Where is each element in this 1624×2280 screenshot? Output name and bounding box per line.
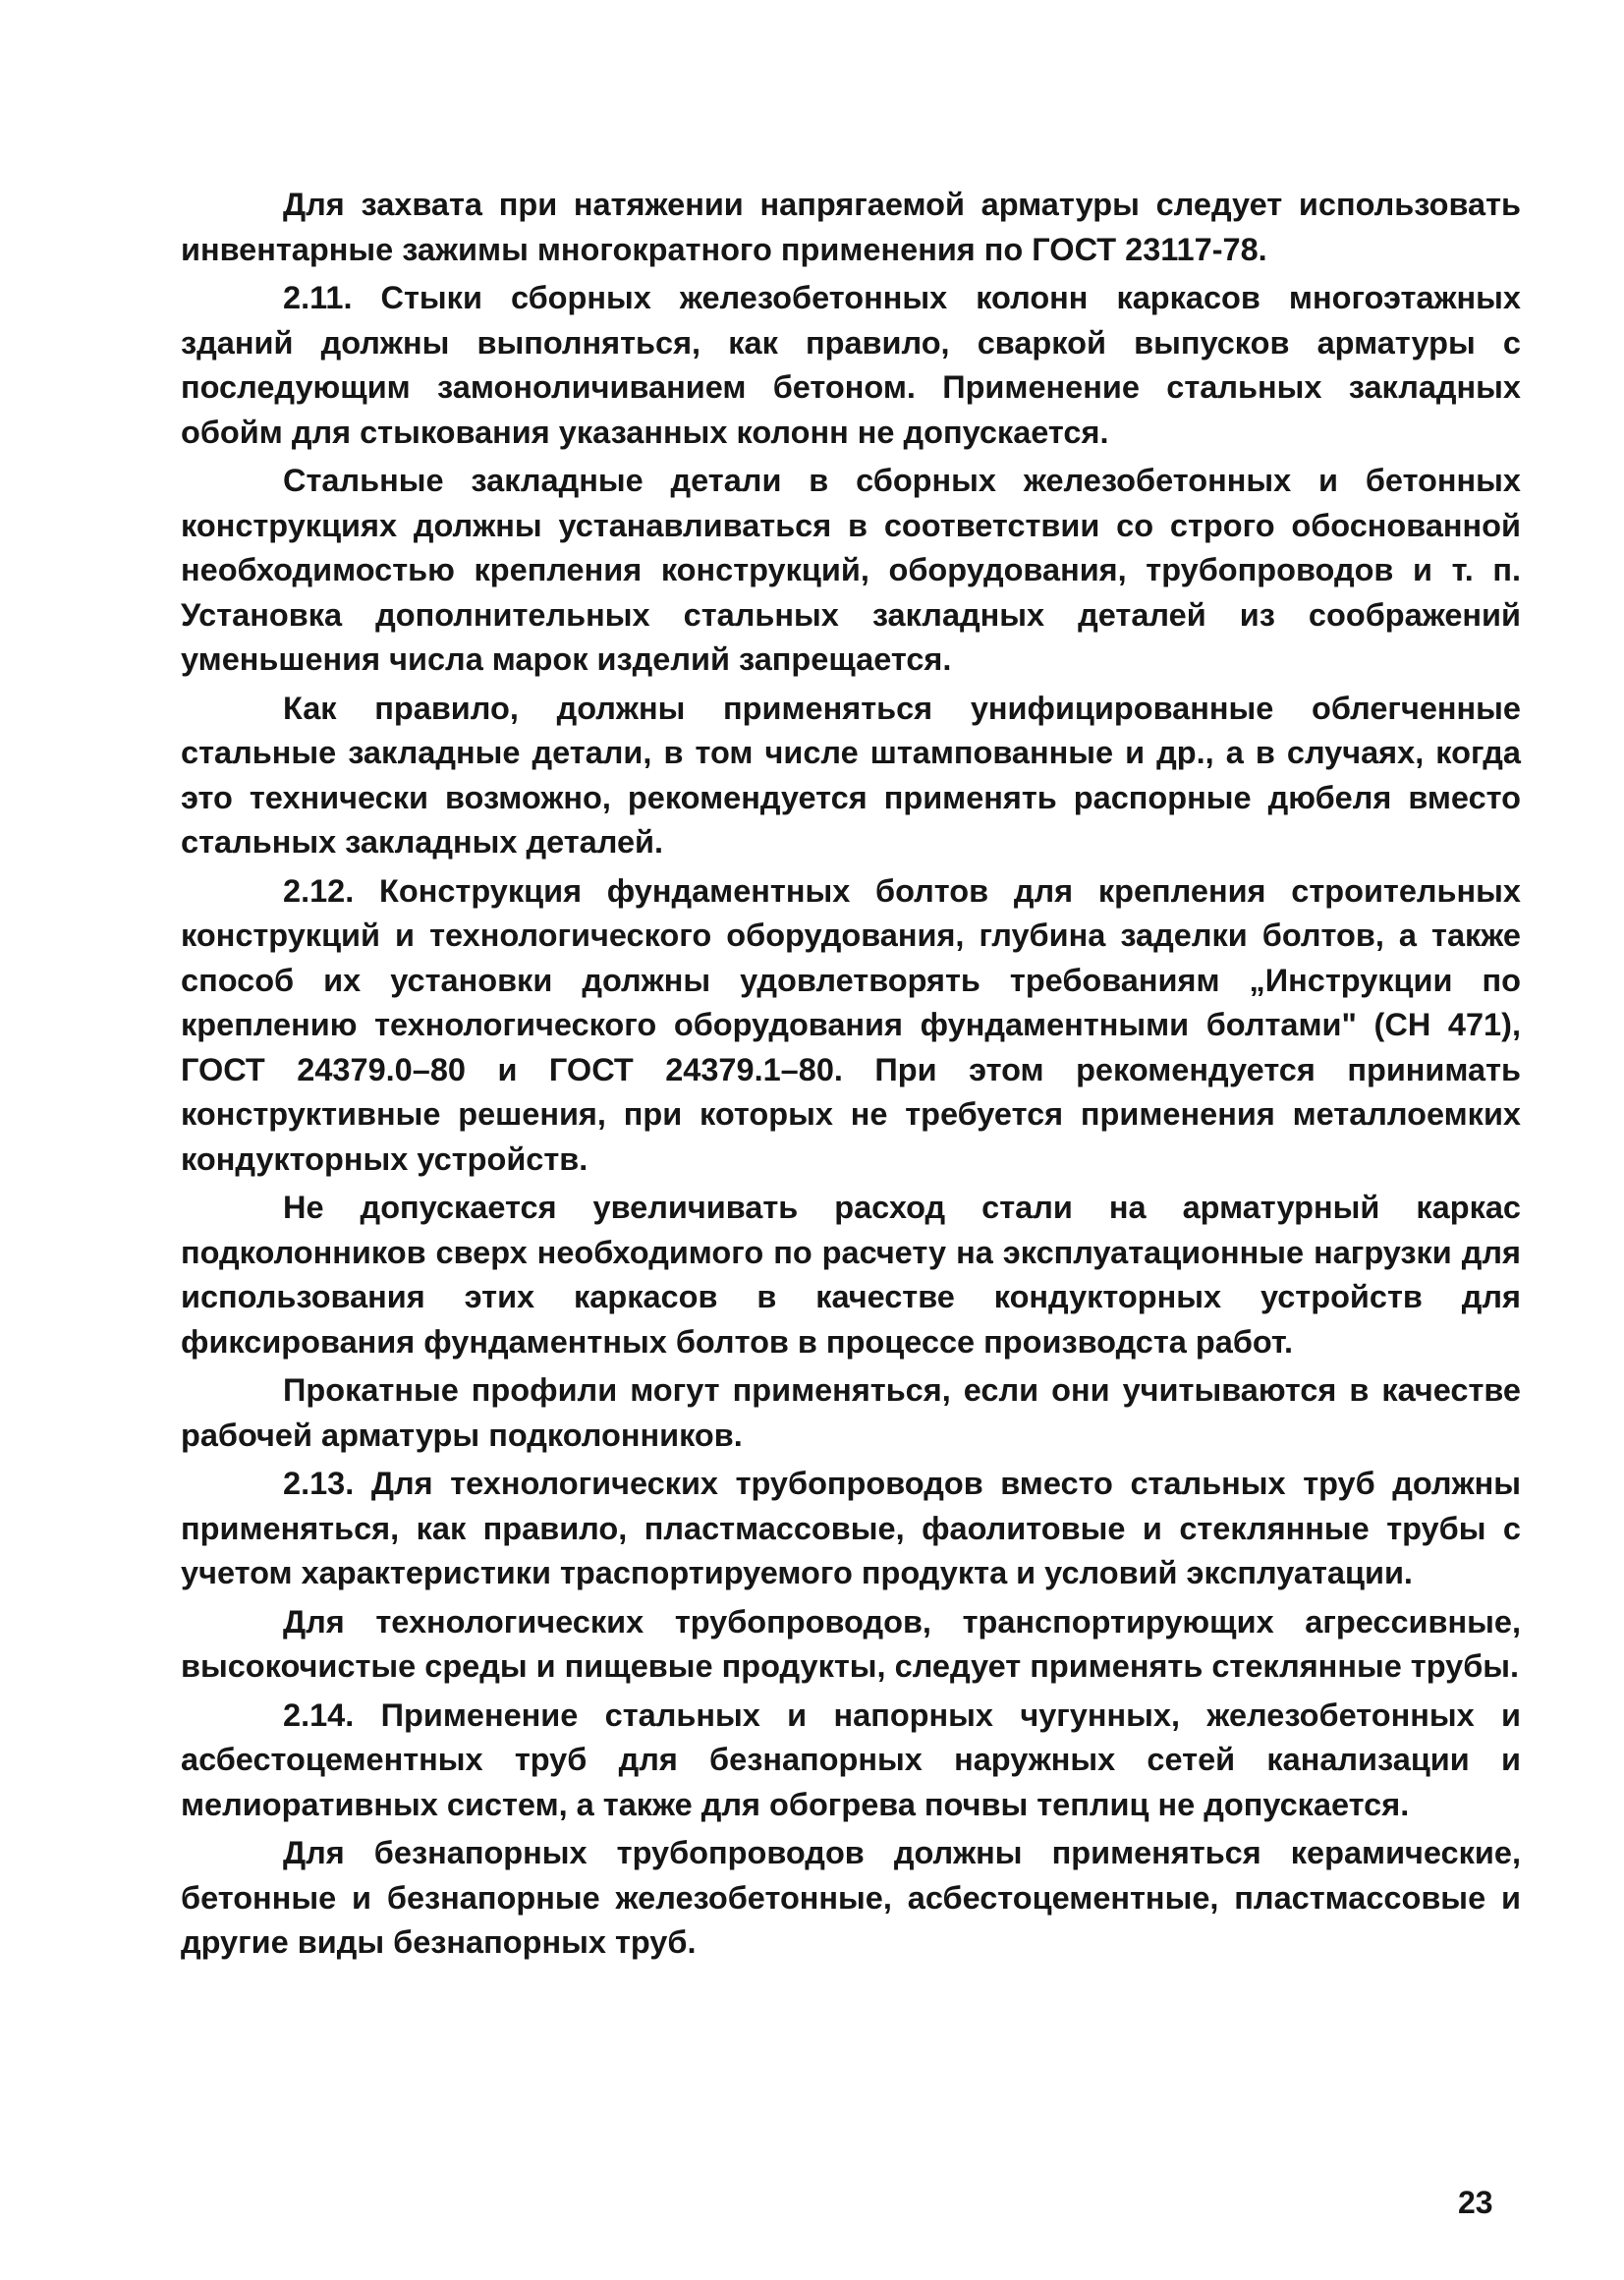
paragraph	[181, 459, 1521, 683]
paragraph-2-13	[181, 1462, 1521, 1596]
paragraph-text: Для безнапорных трубопроводов должны применяться керамические, бетонные и безнапорные железобетонные, асбестоцементные, пластмассовые и другие виды безнапорных труб.	[181, 1835, 1521, 1960]
paragraph-2-14	[181, 1694, 1521, 1828]
page-number: 23	[1458, 2185, 1493, 2220]
paragraph-text: Применение стальных и напорных чугунных, железобетонных и асбестоцементных труб для безнапорных наружных сетей канализации и мелиоративных систем, а также для обогрева почвы теплиц не допускается.	[181, 1696, 1521, 1822]
section-number: 2.11.	[283, 280, 353, 315]
section-number: 2.14.	[283, 1696, 355, 1733]
paragraph	[181, 1831, 1521, 1966]
paragraph-2-12	[181, 869, 1521, 1183]
paragraph-text: Как правило, должны применяться унифицированные облегченные стальные закладные детали, в том числе штампованные и др., а в случаях, когда это технически возможно, рекомендуется применять распорные дюбеля вместо стальных закладных деталей.	[181, 690, 1521, 860]
paragraph	[181, 1368, 1521, 1458]
paragraph	[181, 687, 1521, 865]
paragraph-2-11	[181, 276, 1521, 455]
document-body	[181, 183, 1521, 1966]
paragraph	[181, 1186, 1521, 1364]
paragraph	[181, 183, 1521, 272]
paragraph-text: Конструкция фундаментных болтов для крепления строительных конструкций и технологического оборудования, глубина заделки болтов, а также способ их установки должны удовлетворять требованиям „Инструкции по креплению технологического оборудования фундаментными болтами" (СН 471), ГОСТ 24379.0–80 и ГОСТ 24379.1–80. При этом рекомендуется принимать конструктивные решения, при которых не требуется применения металлоемких кондукторных устройств.	[181, 872, 1521, 1177]
section-number: 2.13.	[283, 1466, 355, 1501]
paragraph-text: Не допускается увеличивать расход стали на арматурный каркас подколонников сверх необходимого по расчету на эксплуатационные нагрузки для использования этих каркасов в качестве кондукторных устройств для фиксирования фундаментных болтов в процессе производста работ.	[181, 1190, 1521, 1360]
paragraph-text: Для технологических трубопроводов вместо стальных труб должны применяться, как правило, пластмассовые, фаолитовые и стеклянные трубы с учетом характеристики траспортируемого продукта и условий эксплуатации.	[181, 1466, 1522, 1590]
paragraph-text: Стальные закладные детали в сборных железобетонных и бетонных конструкциях должны устанавливаться в соответствии со строго обоснованной необходимостью крепления конструкций, оборудования, трубопроводов и т. п. Установка дополнительных стальных закладных деталей из соображений уменьшения числа марок изделий запрещается.	[181, 463, 1521, 677]
section-number: 2.12.	[283, 872, 355, 909]
paragraph-text: Стыки сборных железобетонных колонн каркасов многоэтажных зданий должны выполняться, как правило, сваркой выпусков арматуры с последующим замоноличиванием бетоном. Применение стальных закладных обойм для стыкования указанных колонн не допускается.	[181, 280, 1521, 450]
paragraph-text: Прокатные профили могут применяться, если они учитываются в качестве рабочей арматуры подколонников.	[181, 1372, 1521, 1453]
paragraph-text: Для захвата при натяжении напрягаемой арматуры следует использовать инвентарные зажимы многократного применения по ГОСТ 23117-78.	[181, 187, 1521, 267]
paragraph-text: Для технологических трубопроводов, транспортирующих агрессивные, высокочистые среды и пищевые продукты, следует применять стеклянные трубы.	[181, 1603, 1521, 1684]
paragraph	[181, 1600, 1521, 1690]
